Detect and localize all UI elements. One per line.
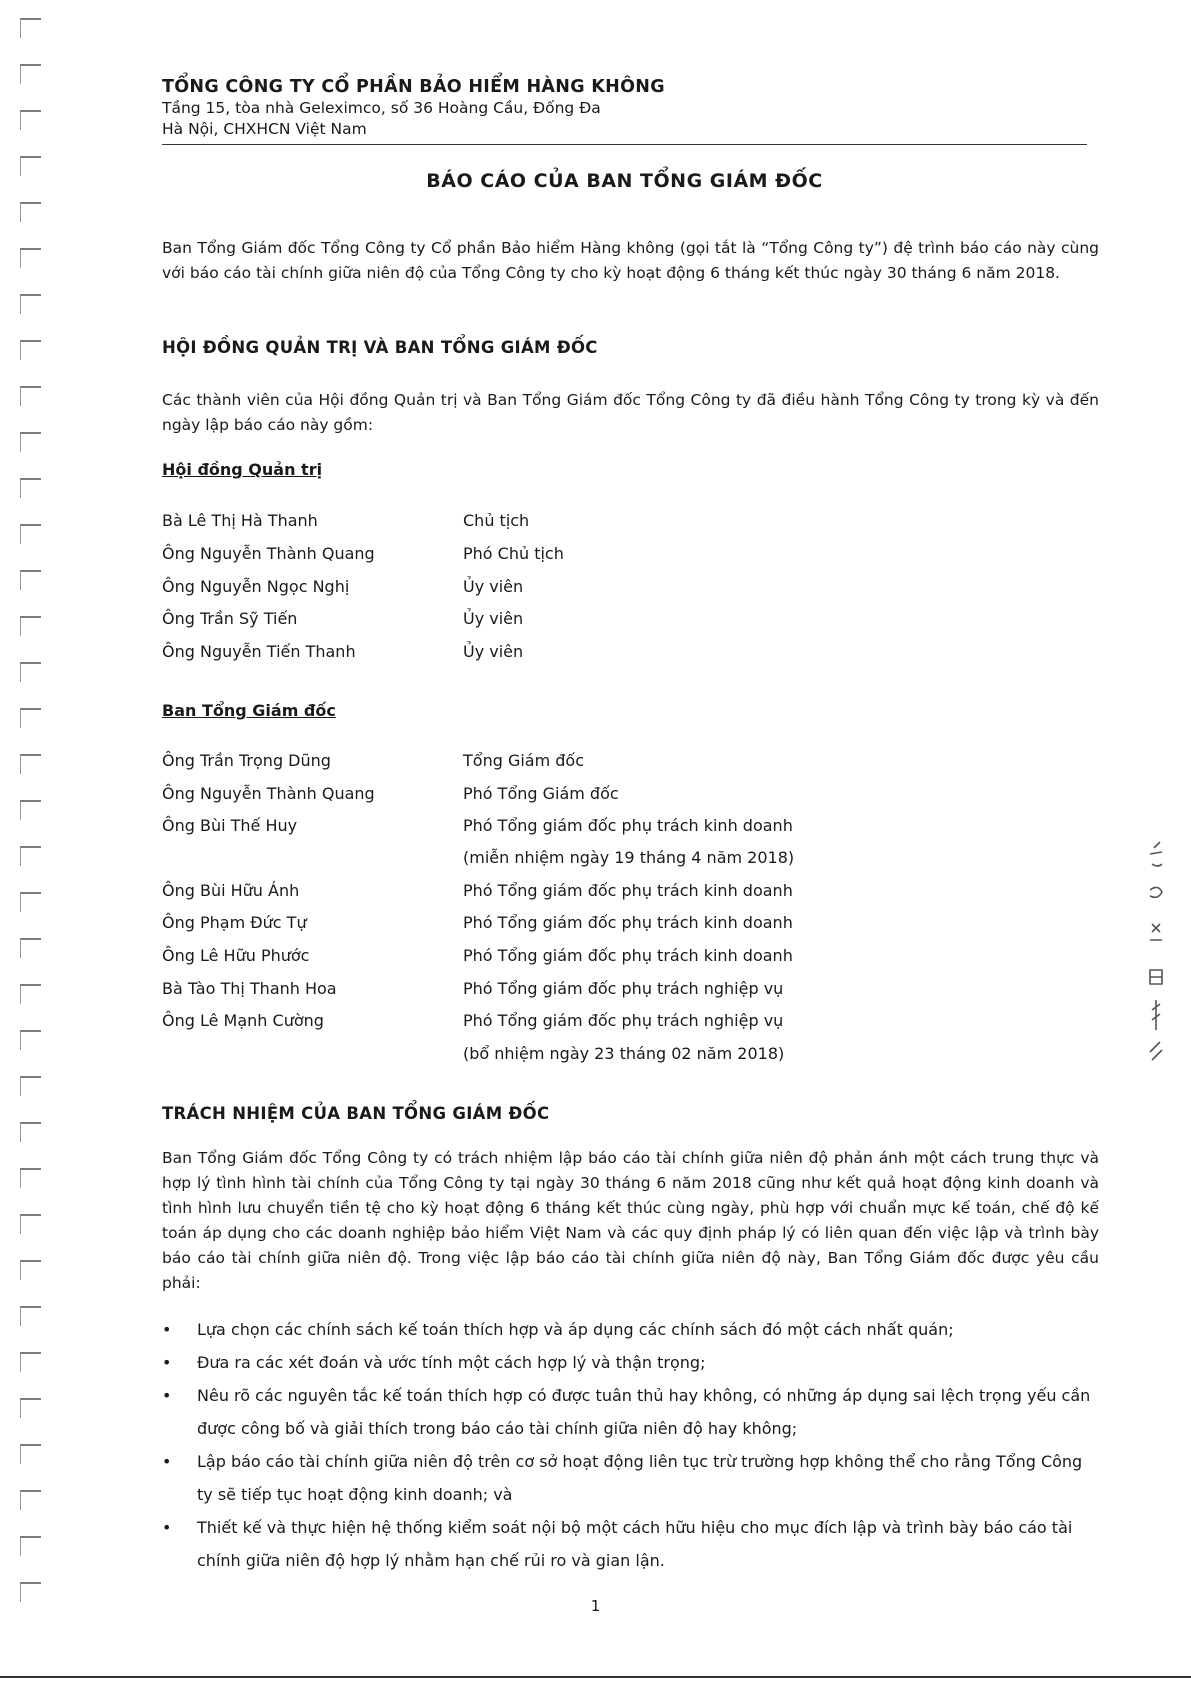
bullet-icon: • — [162, 1518, 172, 1537]
list-item-text: Đưa ra các xét đoán và ước tính một cách hợp lý và thận trọng; — [197, 1353, 706, 1372]
member-name: Ông Nguyễn Thành Quang — [162, 544, 375, 563]
board-member-row — [162, 577, 1062, 603]
management-note-row — [162, 848, 1062, 874]
bullet-icon: • — [162, 1320, 172, 1339]
binder-mark — [20, 1122, 41, 1142]
binder-mark — [20, 1306, 41, 1326]
page-number: 1 — [590, 1597, 601, 1615]
list-item — [162, 1511, 1099, 1577]
company-address-line1: Tầng 15, tòa nhà Geleximco, số 36 Hoàng Cầu, Đống Đa — [162, 99, 601, 117]
board-member-row — [162, 609, 1062, 635]
section2-paragraph: Ban Tổng Giám đốc Tổng Công ty có trách nhiệm lập báo cáo tài chính giữa niên độ phản ánh một cách trung thực và hợp lý tình hình tài chính của Tổng Công ty tại ngày 30 tháng 6 năm 2018 cũng như kết quả hoạt động kinh doanh và tình hình lưu chuyển tiền tệ cho kỳ hoạt động 6 tháng kết thúc cùng ngày, phù hợp với chuẩn mực kế toán, chế độ kế toán áp dụng cho các doanh nghiệp bảo hiểm Việt Nam và các quy định pháp lý có liên quan đến việc lập và trình bày báo cáo tài chính giữa niên độ. Trong việc lập báo cáo tài chính giữa niên độ này, Ban Tổng Giám đốc được yêu cầu phải: — [162, 1149, 1099, 1292]
management-row — [162, 946, 1062, 972]
binder-mark — [20, 708, 41, 728]
list-item — [162, 1445, 1099, 1511]
binder-mark — [20, 386, 41, 406]
list-item — [162, 1379, 1099, 1445]
binder-mark — [20, 18, 41, 38]
manager-name: Bà Tào Thị Thanh Hoa — [162, 979, 337, 998]
member-name: Bà Lê Thị Hà Thanh — [162, 511, 318, 530]
list-item-text: Lựa chọn các chính sách kế toán thích hợp và áp dụng các chính sách đó một cách nhất quán; — [197, 1320, 954, 1339]
binder-mark — [20, 1352, 41, 1372]
binder-mark — [20, 1214, 41, 1234]
bullet-icon: • — [162, 1353, 172, 1372]
member-role: Ủy viên — [463, 577, 524, 596]
section1-heading: HỘI ĐỒNG QUẢN TRỊ VÀ BAN TỔNG GIÁM ĐỐC — [162, 338, 598, 357]
binder-mark — [20, 1030, 41, 1050]
manager-name: Ông Lê Hữu Phước — [162, 946, 310, 965]
list-item-text: Thiết kế và thực hiện hệ thống kiểm soát nội bộ một cách hữu hiệu cho mục đích lập và trình bày báo cáo tài chính giữa niên độ hợp lý nhằm hạn chế rủi ro và gian lận. — [197, 1518, 1073, 1570]
manager-role: Phó Tổng giám đốc phụ trách kinh doanh — [463, 913, 793, 932]
page-bottom-edge — [0, 1676, 1191, 1678]
binder-mark — [20, 1536, 41, 1556]
company-header — [162, 76, 1087, 140]
manager-name: Ông Bùi Thế Huy — [162, 816, 298, 835]
header-divider — [162, 144, 1087, 145]
management-row — [162, 913, 1062, 939]
binder-mark — [20, 524, 41, 544]
manager-name: Ông Lê Mạnh Cường — [162, 1011, 324, 1030]
binder-mark — [20, 984, 41, 1004]
management-row — [162, 979, 1062, 1005]
binder-mark — [20, 432, 41, 452]
section1-paragraph: Các thành viên của Hội đồng Quản trị và Ban Tổng Giám đốc Tổng Công ty đã điều hành Tổng Công ty trong kỳ và đến ngày lập báo cáo này gồm: — [162, 391, 1099, 434]
binder-mark — [20, 846, 41, 866]
binder-mark — [20, 202, 41, 222]
list-item-text: Nêu rõ các nguyên tắc kế toán thích hợp có được tuân thủ hay không, có những áp dụng sai lệch trọng yếu cần được công bố và giải thích trong báo cáo tài chính giữa niên độ hay không; — [197, 1386, 1091, 1438]
list-item — [162, 1346, 1099, 1379]
binder-mark — [20, 156, 41, 176]
management-row — [162, 881, 1062, 907]
member-role: Phó Chủ tịch — [463, 544, 564, 563]
board-heading: Hội đồng Quản trị — [162, 460, 323, 479]
manager-note: (bổ nhiệm ngày 23 tháng 02 năm 2018) — [463, 1044, 785, 1063]
binder-mark — [20, 570, 41, 590]
manager-role: Phó Tổng giám đốc phụ trách kinh doanh — [463, 881, 793, 900]
binder-mark — [20, 110, 41, 130]
company-address-line2: Hà Nội, CHXHCN Việt Nam — [162, 120, 367, 138]
manager-name: Ông Phạm Đức Tự — [162, 913, 307, 932]
binder-mark — [20, 1260, 41, 1280]
binder-mark — [20, 1490, 41, 1510]
management-row — [162, 1011, 1062, 1037]
management-heading: Ban Tổng Giám đốc — [162, 701, 336, 720]
management-row — [162, 751, 1062, 777]
management-row — [162, 784, 1062, 810]
binder-mark — [20, 800, 41, 820]
binder-mark — [20, 1168, 41, 1188]
binder-mark — [20, 1076, 41, 1096]
stamp-mark — [1140, 840, 1172, 1070]
member-role: Ủy viên — [463, 609, 524, 628]
binder-margin-marks — [14, 18, 44, 1638]
manager-role: Phó Tổng giám đốc phụ trách kinh doanh — [463, 816, 793, 835]
binder-mark — [20, 294, 41, 314]
section2-heading: TRÁCH NHIỆM CỦA BAN TỔNG GIÁM ĐỐC — [162, 1104, 550, 1123]
manager-role: Tổng Giám đốc — [463, 751, 585, 770]
manager-role: Phó Tổng giám đốc phụ trách nghiệp vụ — [463, 1011, 784, 1030]
manager-name: Ông Trần Trọng Dũng — [162, 751, 331, 770]
company-name: TỔNG CÔNG TY CỔ PHẦN BẢO HIỂM HÀNG KHÔNG — [162, 77, 665, 97]
binder-mark — [20, 248, 41, 268]
binder-mark — [20, 892, 41, 912]
list-item-text: Lập báo cáo tài chính giữa niên độ trên cơ sở hoạt động liên tục trừ trường hợp không thể cho rằng Tổng Công ty sẽ tiếp tục hoạt động kinh doanh; và — [197, 1452, 1083, 1504]
member-name: Ông Nguyễn Ngọc Nghị — [162, 577, 350, 596]
bullet-icon: • — [162, 1386, 172, 1405]
binder-mark — [20, 938, 41, 958]
bullet-icon: • — [162, 1452, 172, 1471]
binder-mark — [20, 478, 41, 498]
member-name: Ông Nguyễn Tiến Thanh — [162, 642, 356, 661]
board-member-row — [162, 544, 1062, 570]
manager-name: Ông Nguyễn Thành Quang — [162, 784, 375, 803]
binder-mark — [20, 64, 41, 84]
requirements-list — [162, 1313, 1099, 1577]
binder-mark — [20, 1398, 41, 1418]
manager-note: (miễn nhiệm ngày 19 tháng 4 năm 2018) — [463, 848, 795, 867]
manager-role: Phó Tổng giám đốc phụ trách nghiệp vụ — [463, 979, 784, 998]
manager-role: Phó Tổng giám đốc phụ trách kinh doanh — [463, 946, 793, 965]
board-member-row — [162, 642, 1062, 668]
binder-mark — [20, 616, 41, 636]
intro-paragraph: Ban Tổng Giám đốc Tổng Công ty Cổ phần Bảo hiểm Hàng không (gọi tắt là “Tổng Công ty”) đệ trình báo cáo này cùng với báo cáo tài chính giữa niên độ của Tổng Công ty cho kỳ hoạt động 6 tháng kết thúc ngày 30 tháng 6 năm 2018. — [162, 239, 1099, 282]
board-member-row — [162, 511, 1062, 537]
binder-mark — [20, 1444, 41, 1464]
member-role: Chủ tịch — [463, 511, 530, 530]
list-item — [162, 1313, 1099, 1346]
management-note-row — [162, 1044, 1062, 1070]
binder-mark — [20, 340, 41, 360]
binder-mark — [20, 754, 41, 774]
binder-mark — [20, 662, 41, 682]
report-title: BÁO CÁO CỦA BAN TỔNG GIÁM ĐỐC — [426, 170, 823, 192]
member-name: Ông Trần Sỹ Tiến — [162, 609, 298, 628]
management-row — [162, 816, 1062, 842]
manager-role: Phó Tổng Giám đốc — [463, 784, 619, 803]
manager-name: Ông Bùi Hữu Ánh — [162, 881, 300, 900]
member-role: Ủy viên — [463, 642, 524, 661]
